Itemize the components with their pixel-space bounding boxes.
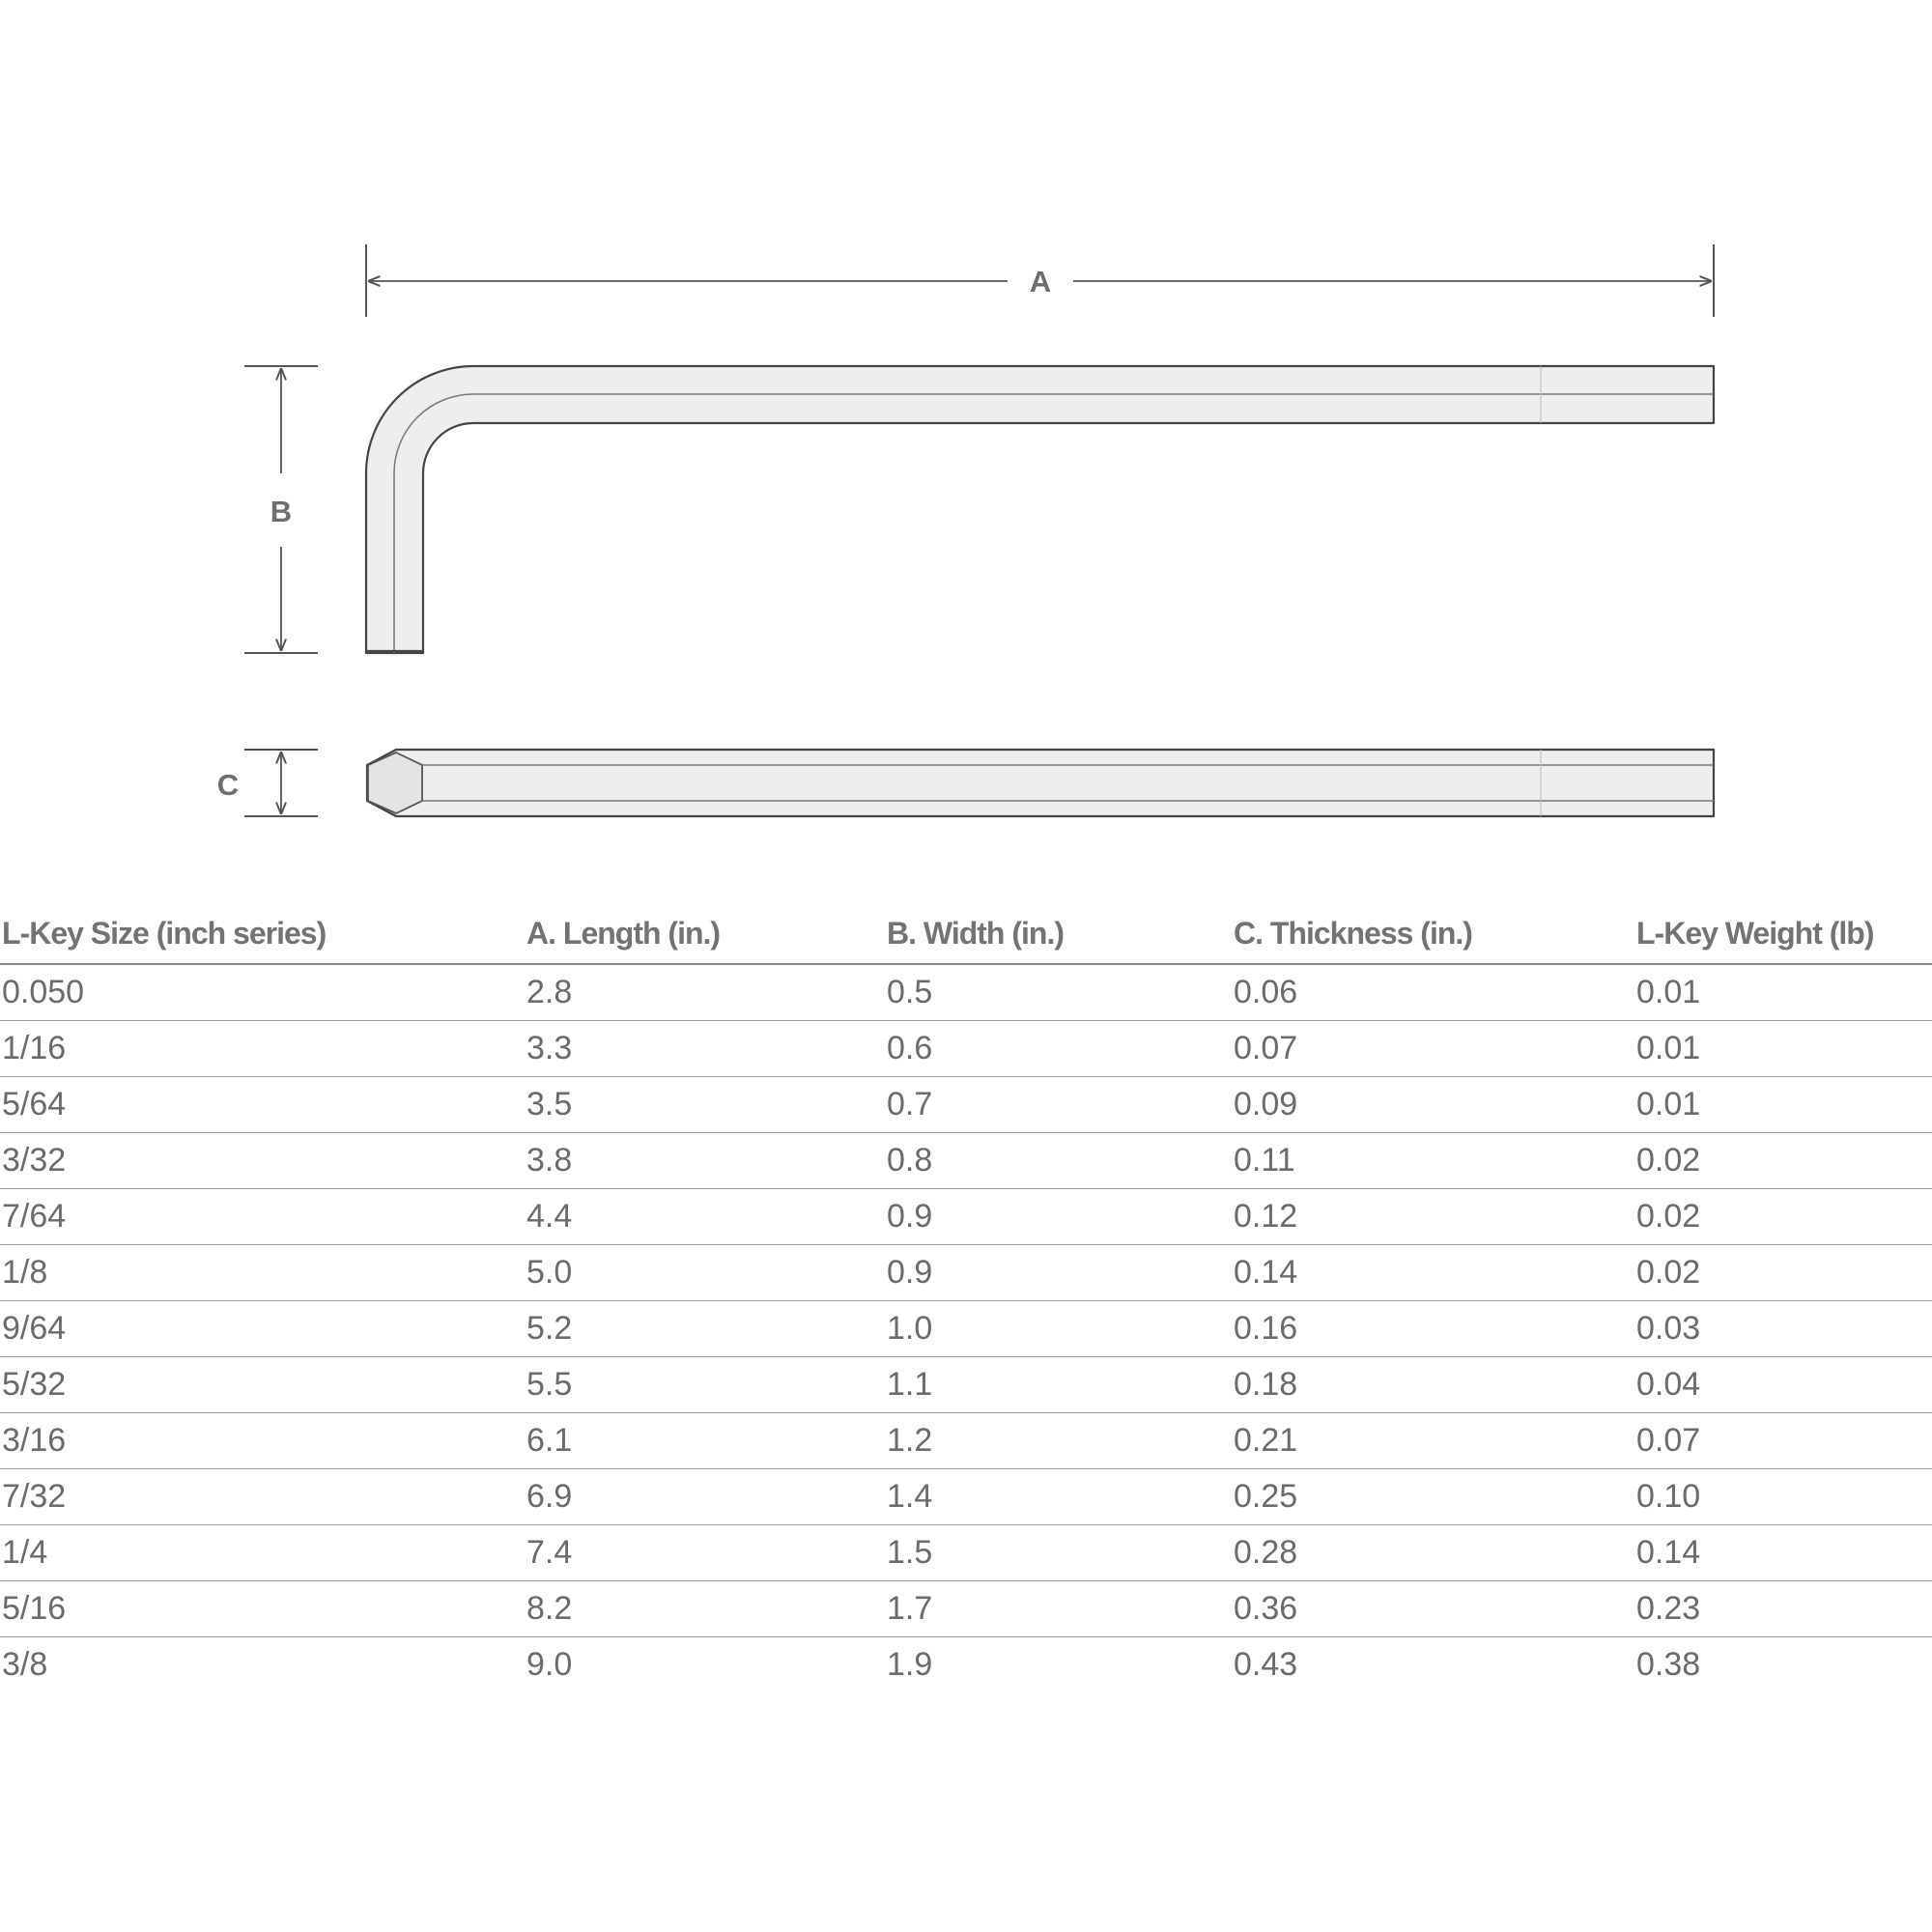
cell-width: 1.5 xyxy=(885,1525,1232,1581)
cell-width: 0.5 xyxy=(885,964,1232,1021)
header-length: A. Length (in.) xyxy=(525,903,885,964)
cell-length: 2.8 xyxy=(525,964,885,1021)
cell-thickness: 0.16 xyxy=(1232,1301,1634,1357)
cell-length: 3.8 xyxy=(525,1133,885,1189)
table-body xyxy=(0,964,1932,1692)
cell-width: 0.9 xyxy=(885,1189,1232,1245)
cell-width: 0.6 xyxy=(885,1021,1232,1077)
cell-size: 3/16 xyxy=(0,1413,525,1469)
cell-length: 3.3 xyxy=(525,1021,885,1077)
cell-thickness: 0.07 xyxy=(1232,1021,1634,1077)
header-size: L-Key Size (inch series) xyxy=(0,903,525,964)
l-key-diagram xyxy=(0,0,1932,869)
table-row xyxy=(0,1469,1932,1525)
cell-width: 1.1 xyxy=(885,1357,1232,1413)
header-weight: L-Key Weight (lb) xyxy=(1634,903,1932,964)
cell-size: 7/64 xyxy=(0,1189,525,1245)
table-row xyxy=(0,964,1932,1021)
cell-width: 1.7 xyxy=(885,1581,1232,1637)
cell-thickness: 0.11 xyxy=(1232,1133,1634,1189)
header-width: B. Width (in.) xyxy=(885,903,1232,964)
cell-thickness: 0.21 xyxy=(1232,1413,1634,1469)
cell-width: 0.8 xyxy=(885,1133,1232,1189)
cell-thickness: 0.25 xyxy=(1232,1469,1634,1525)
cell-width: 0.9 xyxy=(885,1245,1232,1301)
cell-size: 3/8 xyxy=(2,1646,48,1683)
cell-size: 0.050 xyxy=(0,964,525,1021)
l-key-side-view xyxy=(367,750,1714,816)
table-header-row xyxy=(0,903,1932,964)
cell-length: 6.9 xyxy=(525,1469,885,1525)
table-row xyxy=(0,1581,1932,1637)
cell-thickness: 0.06 xyxy=(1232,964,1634,1021)
dimension-a-label: A xyxy=(1029,265,1052,298)
cell-length: 6.1 xyxy=(525,1413,885,1469)
cell-width: 0.7 xyxy=(885,1077,1232,1133)
cell-thickness: 0.28 xyxy=(1232,1525,1634,1581)
cell-size: 5/64 xyxy=(0,1077,525,1133)
table-row xyxy=(0,1245,1932,1301)
cell-length: 5.0 xyxy=(525,1245,885,1301)
cell-size: 3/32 xyxy=(0,1133,525,1189)
cell-weight: 0.23 xyxy=(1634,1581,1932,1637)
dimension-b-label: B xyxy=(270,495,293,528)
cell-size: 7/32 xyxy=(0,1469,525,1525)
cell-width: 1.9 xyxy=(887,1646,933,1683)
cell-weight: 0.03 xyxy=(1634,1301,1932,1357)
dimension-a xyxy=(366,244,1714,317)
spec-table xyxy=(0,903,1932,1692)
cell-thickness: 0.14 xyxy=(1232,1245,1634,1301)
header-thickness: C. Thickness (in.) xyxy=(1232,903,1634,964)
cell-width: 1.0 xyxy=(885,1301,1232,1357)
table-row xyxy=(0,1525,1932,1581)
cell-thickness: 0.36 xyxy=(1232,1581,1634,1637)
dimension-c-label: C xyxy=(216,768,240,802)
cell-weight: 0.02 xyxy=(1634,1133,1932,1189)
cell-length: 3.5 xyxy=(525,1077,885,1133)
cell-weight: 0.01 xyxy=(1634,1021,1932,1077)
cell-thickness: 0.43 xyxy=(1234,1646,1298,1683)
cell-weight: 0.07 xyxy=(1634,1413,1932,1469)
cell-width: 1.4 xyxy=(885,1469,1232,1525)
table-row xyxy=(0,1413,1932,1469)
cell-weight: 0.38 xyxy=(1636,1646,1701,1683)
cell-weight: 0.14 xyxy=(1634,1525,1932,1581)
cell-length: 5.2 xyxy=(525,1301,885,1357)
table-row xyxy=(0,1357,1932,1413)
cell-size: 1/8 xyxy=(0,1245,525,1301)
l-key-front-view xyxy=(366,366,1714,653)
cell-size: 1/4 xyxy=(0,1525,525,1581)
table-row xyxy=(0,1637,1932,1693)
cell-weight: 0.01 xyxy=(1634,964,1932,1021)
cell-length: 4.4 xyxy=(525,1189,885,1245)
cell-weight: 0.10 xyxy=(1634,1469,1932,1525)
table-row xyxy=(0,1077,1932,1133)
dimension-b xyxy=(244,366,318,653)
cell-weight: 0.04 xyxy=(1634,1357,1932,1413)
table-row xyxy=(0,1301,1932,1357)
cell-size: 9/64 xyxy=(0,1301,525,1357)
table-row xyxy=(0,1133,1932,1189)
cell-width: 1.2 xyxy=(885,1413,1232,1469)
cell-length: 7.4 xyxy=(525,1525,885,1581)
cell-weight: 0.02 xyxy=(1634,1245,1932,1301)
cell-thickness: 0.18 xyxy=(1232,1357,1634,1413)
cell-length: 8.2 xyxy=(525,1581,885,1637)
cell-length: 5.5 xyxy=(525,1357,885,1413)
cell-weight: 0.01 xyxy=(1634,1077,1932,1133)
dimension-c xyxy=(217,750,318,816)
cell-size: 5/32 xyxy=(0,1357,525,1413)
table-row xyxy=(0,1189,1932,1245)
cell-length: 9.0 xyxy=(526,1646,573,1683)
cell-size: 1/16 xyxy=(0,1021,525,1077)
cell-thickness: 0.12 xyxy=(1232,1189,1634,1245)
cell-size: 5/16 xyxy=(0,1581,525,1637)
cell-thickness: 0.09 xyxy=(1232,1077,1634,1133)
cell-weight: 0.02 xyxy=(1634,1189,1932,1245)
table-row xyxy=(0,1021,1932,1077)
